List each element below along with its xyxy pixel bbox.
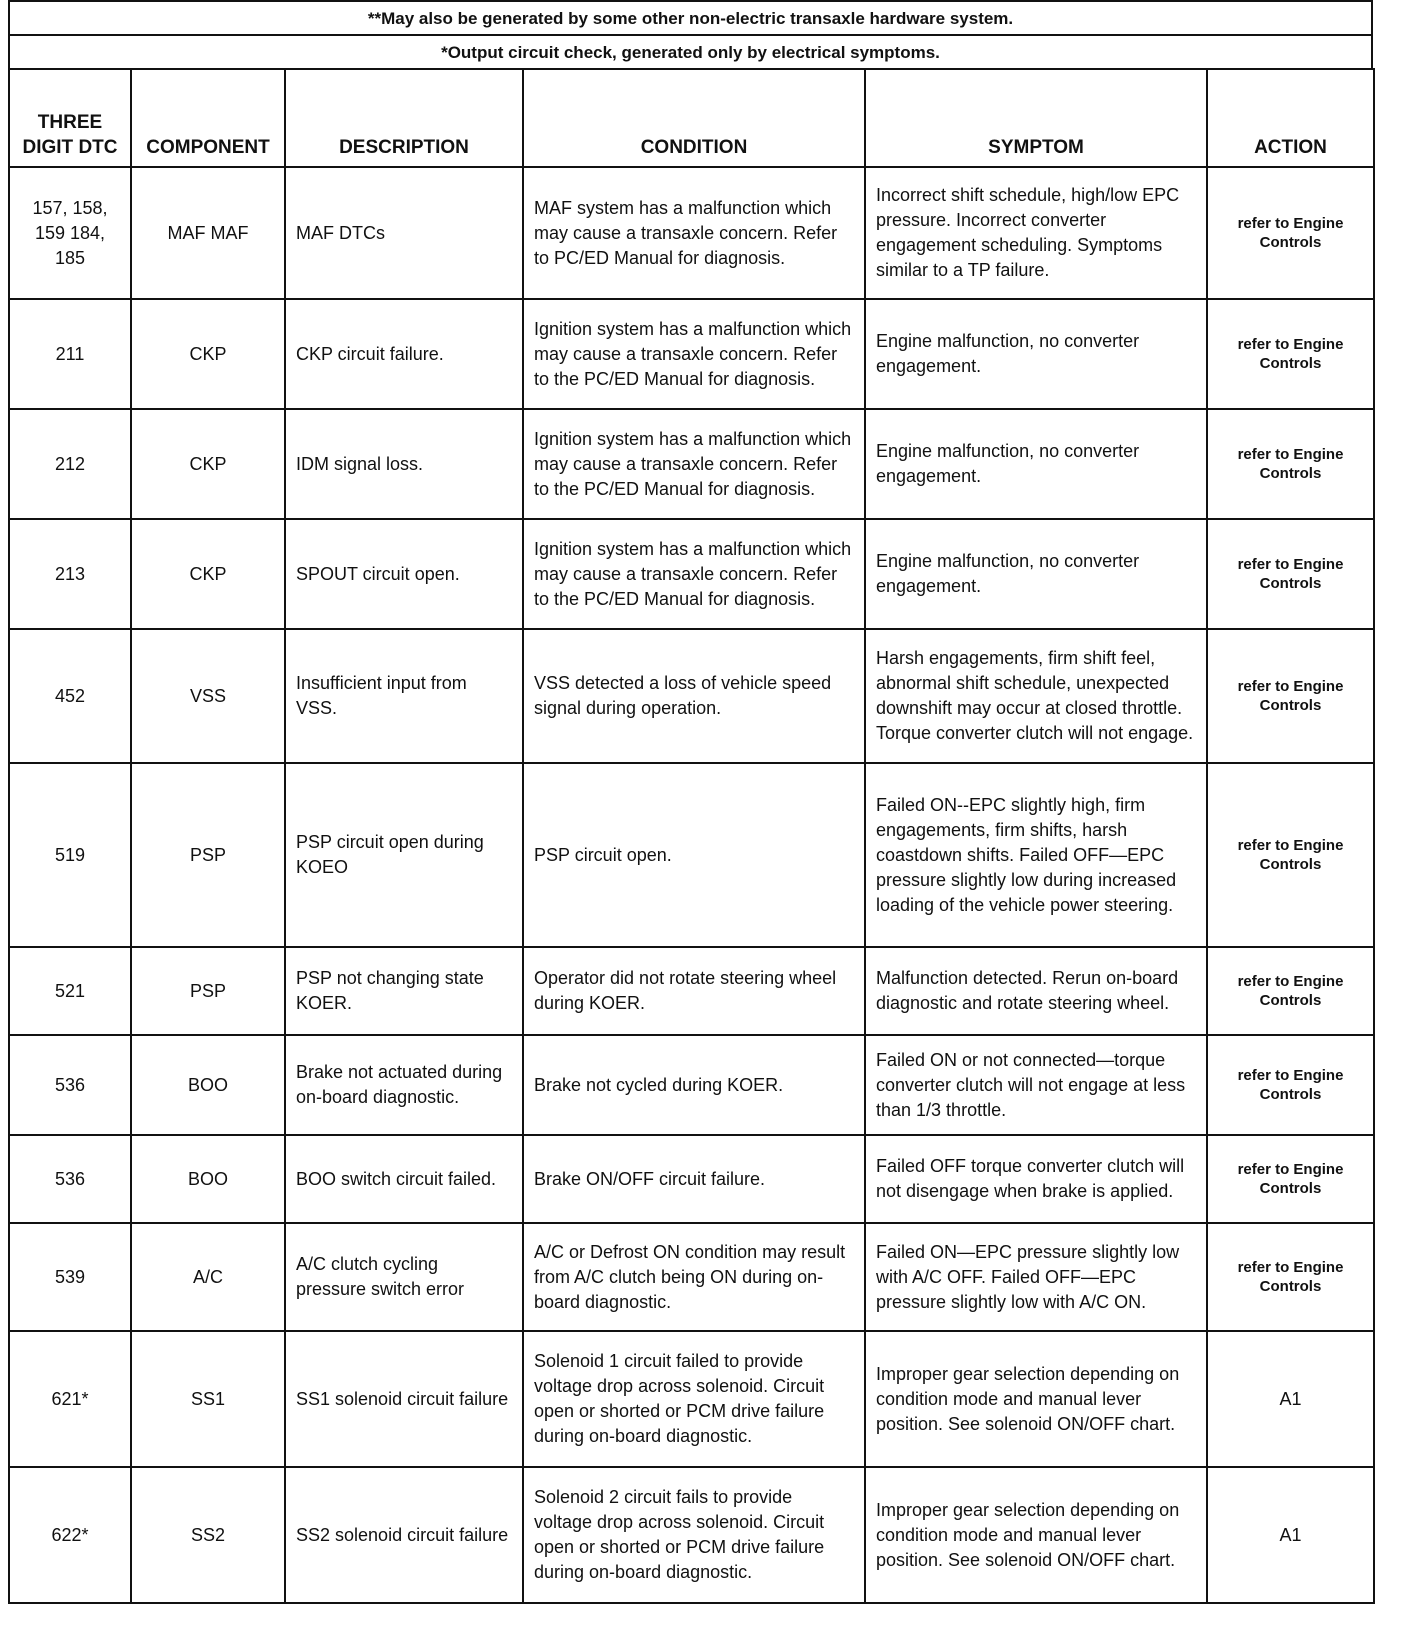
table-row <box>9 1223 1374 1331</box>
dtc-cell: 211 <box>9 299 131 409</box>
table-row <box>9 409 1374 519</box>
component-cell: BOO <box>131 1135 285 1223</box>
symptom-cell: Failed OFF torque converter clutch will not disengage when brake is applied. <box>865 1135 1207 1223</box>
table-row <box>9 629 1374 763</box>
header-component: COMPONENT <box>131 69 285 167</box>
dtc-cell: 621* <box>9 1331 131 1467</box>
dtc-cell: 539 <box>9 1223 131 1331</box>
dtc-cell: 157, 158, 159 184, 185 <box>9 167 131 299</box>
action-cell: refer to Engine Controls <box>1207 519 1374 629</box>
component-cell: SS1 <box>131 1331 285 1467</box>
condition-cell: Brake ON/OFF circuit failure. <box>523 1135 865 1223</box>
description-cell: PSP not changing state KOER. <box>285 947 523 1035</box>
dtc-cell: 536 <box>9 1035 131 1135</box>
description-cell: SS2 solenoid circuit failure <box>285 1467 523 1603</box>
condition-cell: Solenoid 2 circuit fails to provide voltage drop across solenoid. Circuit open or shorted or PCM drive failure during on-board diagnostic. <box>523 1467 865 1603</box>
condition-cell: PSP circuit open. <box>523 763 865 947</box>
action-cell: refer to Engine Controls <box>1207 629 1374 763</box>
header-condition: CONDITION <box>523 69 865 167</box>
action-cell: A1 <box>1207 1467 1374 1603</box>
condition-cell: Ignition system has a malfunction which may cause a transaxle concern. Refer to the PC/ED Manual for diagnosis. <box>523 519 865 629</box>
description-cell: Insufficient input from VSS. <box>285 629 523 763</box>
symptom-cell: Improper gear selection depending on condition mode and manual lever position. See solenoid ON/OFF chart. <box>865 1467 1207 1603</box>
component-cell: MAF MAF <box>131 167 285 299</box>
condition-cell: VSS detected a loss of vehicle speed signal during operation. <box>523 629 865 763</box>
symptom-cell: Failed ON or not connected—torque converter clutch will not engage at less than 1/3 throttle. <box>865 1035 1207 1135</box>
symptom-cell: Incorrect shift schedule, high/low EPC pressure. Incorrect converter engagement scheduling. Symptoms similar to a TP failure. <box>865 167 1207 299</box>
dtc-cell: 536 <box>9 1135 131 1223</box>
header-description: DESCRIPTION <box>285 69 523 167</box>
dtc-cell: 519 <box>9 763 131 947</box>
symptom-cell: Engine malfunction, no converter engagement. <box>865 519 1207 629</box>
header-symptom: SYMPTOM <box>865 69 1207 167</box>
description-cell: BOO switch circuit failed. <box>285 1135 523 1223</box>
action-cell: refer to Engine Controls <box>1207 1223 1374 1331</box>
dtc-cell: 452 <box>9 629 131 763</box>
dtc-cell: 521 <box>9 947 131 1035</box>
description-cell: A/C clutch cycling pressure switch error <box>285 1223 523 1331</box>
component-cell: BOO <box>131 1035 285 1135</box>
component-cell: VSS <box>131 629 285 763</box>
condition-cell: Operator did not rotate steering wheel during KOER. <box>523 947 865 1035</box>
description-cell: IDM signal loss. <box>285 409 523 519</box>
description-cell: MAF DTCs <box>285 167 523 299</box>
symptom-cell: Improper gear selection depending on condition mode and manual lever position. See solenoid ON/OFF chart. <box>865 1331 1207 1467</box>
symptom-cell: Engine malfunction, no converter engagement. <box>865 409 1207 519</box>
action-cell: refer to Engine Controls <box>1207 947 1374 1035</box>
action-cell: refer to Engine Controls <box>1207 409 1374 519</box>
symptom-cell: Engine malfunction, no converter engagement. <box>865 299 1207 409</box>
table-row <box>9 947 1374 1035</box>
symptom-cell: Harsh engagements, firm shift feel, abnormal shift schedule, unexpected downshift may occur at closed throttle. Torque converter clutch will not engage. <box>865 629 1207 763</box>
table-row <box>9 1035 1374 1135</box>
action-cell: refer to Engine Controls <box>1207 763 1374 947</box>
table-row <box>9 1135 1374 1223</box>
component-cell: PSP <box>131 947 285 1035</box>
description-cell: SS1 solenoid circuit failure <box>285 1331 523 1467</box>
condition-cell: Ignition system has a malfunction which may cause a transaxle concern. Refer to the PC/ED Manual for diagnosis. <box>523 299 865 409</box>
action-cell: refer to Engine Controls <box>1207 1035 1374 1135</box>
dtc-chart <box>8 0 1373 1604</box>
action-cell: refer to Engine Controls <box>1207 167 1374 299</box>
table-row <box>9 1331 1374 1467</box>
component-cell: SS2 <box>131 1467 285 1603</box>
table-row <box>9 763 1374 947</box>
table-row <box>9 299 1374 409</box>
hardware-note: **May also be generated by some other non-electric transaxle hardware system. <box>8 0 1373 34</box>
component-cell: CKP <box>131 299 285 409</box>
table-row <box>9 1467 1374 1603</box>
condition-cell: Brake not cycled during KOER. <box>523 1035 865 1135</box>
component-cell: CKP <box>131 409 285 519</box>
description-cell: SPOUT circuit open. <box>285 519 523 629</box>
description-cell: Brake not actuated during on-board diagnostic. <box>285 1035 523 1135</box>
condition-cell: A/C or Defrost ON condition may result from A/C clutch being ON during on-board diagnostic. <box>523 1223 865 1331</box>
header-dtc: THREE DIGIT DTC <box>9 69 131 167</box>
header-action: ACTION <box>1207 69 1374 167</box>
dtc-cell: 622* <box>9 1467 131 1603</box>
symptom-cell: Failed ON--EPC slightly high, firm engagements, firm shifts, harsh coastdown shifts. Failed OFF—EPC pressure slightly low during increased loading of the vehicle power steering. <box>865 763 1207 947</box>
action-cell: refer to Engine Controls <box>1207 1135 1374 1223</box>
symptom-cell: Failed ON—EPC pressure slightly low with A/C OFF. Failed OFF—EPC pressure slightly low with A/C ON. <box>865 1223 1207 1331</box>
action-cell: refer to Engine Controls <box>1207 299 1374 409</box>
table-row <box>9 519 1374 629</box>
action-cell: A1 <box>1207 1331 1374 1467</box>
component-cell: A/C <box>131 1223 285 1331</box>
dtc-cell: 213 <box>9 519 131 629</box>
dtc-cell: 212 <box>9 409 131 519</box>
component-cell: PSP <box>131 763 285 947</box>
symptom-cell: Malfunction detected. Rerun on-board diagnostic and rotate steering wheel. <box>865 947 1207 1035</box>
condition-cell: Ignition system has a malfunction which may cause a transaxle concern. Refer to the PC/ED Manual for diagnosis. <box>523 409 865 519</box>
dtc-table <box>8 68 1375 1604</box>
table-row <box>9 167 1374 299</box>
condition-cell: MAF system has a malfunction which may cause a transaxle concern. Refer to PC/ED Manual for diagnosis. <box>523 167 865 299</box>
description-cell: PSP circuit open during KOEO <box>285 763 523 947</box>
condition-cell: Solenoid 1 circuit failed to provide voltage drop across solenoid. Circuit open or shorted or PCM drive failure during on-board diagnostic. <box>523 1331 865 1467</box>
output-circuit-note: *Output circuit check, generated only by electrical symptoms. <box>8 34 1373 68</box>
description-cell: CKP circuit failure. <box>285 299 523 409</box>
header-row <box>9 69 1374 167</box>
component-cell: CKP <box>131 519 285 629</box>
